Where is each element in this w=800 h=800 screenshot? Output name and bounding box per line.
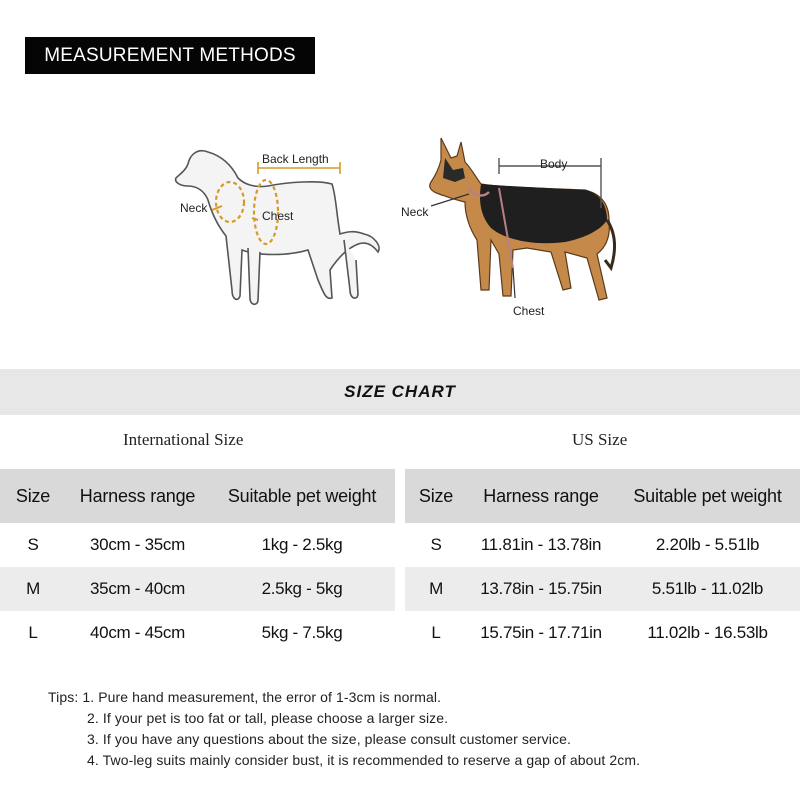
size-cell: M (0, 567, 66, 611)
harness-range-cell: 40cm - 45cm (90, 623, 185, 642)
table-header-row (405, 469, 800, 523)
measurement-methods-header: MEASUREMENT METHODS (25, 37, 315, 74)
tip-item: 1. Pure hand measurement, the error of 1-3cm is normal. (82, 689, 442, 705)
pet-weight-cell: 5kg - 7.5kg (261, 623, 343, 642)
table-row (0, 611, 395, 655)
size-cell: S (430, 535, 442, 554)
international-size-table (0, 469, 395, 655)
body-label: Body (540, 157, 568, 171)
shepherd-dog-illustration (395, 128, 645, 328)
pet-weight-cell: 2.5kg - 5kg (209, 567, 395, 611)
pet-weight-cell: 1kg - 2.5kg (261, 535, 343, 554)
harness-range-cell: 11.81in - 13.78in (480, 535, 602, 554)
chest-label-right: Chest (513, 304, 545, 318)
international-size-subtitle: International Size (123, 430, 244, 449)
neck-label-left: Neck (180, 201, 208, 215)
harness-range-cell: 30cm - 35cm (90, 535, 185, 554)
table-row (0, 523, 395, 567)
pet-weight-cell: 11.02lb - 16.53lb (647, 623, 768, 642)
harness-range-cell: 13.78in - 15.75in (467, 567, 615, 611)
harness-range-cell: 15.75in - 17.71in (480, 623, 602, 642)
table-row (405, 567, 800, 611)
size-cell: M (405, 567, 467, 611)
table-header-row (0, 469, 395, 523)
size-cell: S (27, 535, 39, 554)
tip-line (48, 729, 640, 750)
back-length-label: Back Length (262, 152, 329, 166)
tips-section (48, 687, 640, 771)
tip-item: 3. If you have any questions about the size, please consult customer service. (87, 731, 571, 747)
tips-prefix: Tips: (48, 689, 79, 705)
tip-item: 4. Two-leg suits mainly consider bust, it is recommended to reserve a gap of about 2cm. (87, 752, 641, 768)
size-chart-banner: SIZE CHART (0, 369, 800, 415)
pet-weight-cell: 5.51lb - 11.02lb (615, 567, 800, 611)
chest-label-left: Chest (262, 209, 294, 223)
column-header-size: Size (0, 469, 66, 523)
column-header-size: Size (405, 469, 467, 523)
tip-line (48, 708, 640, 729)
tip-line (48, 750, 640, 771)
column-header-harness-range: Harness range (467, 469, 615, 523)
table-row (405, 523, 800, 567)
outline-dog-illustration (168, 140, 390, 318)
us-size-table (405, 469, 800, 655)
size-cell: L (431, 623, 441, 642)
column-header-pet-weight: Suitable pet weight (209, 469, 395, 523)
size-cell: L (28, 623, 38, 642)
table-row (0, 567, 395, 611)
tip-item: 2. If your pet is too fat or tall, please choose a larger size. (87, 710, 449, 726)
table-row (405, 611, 800, 655)
us-size-subtitle: US Size (572, 430, 628, 449)
harness-range-cell: 35cm - 40cm (66, 567, 209, 611)
tip-line (48, 687, 640, 708)
neck-label-right: Neck (401, 205, 429, 219)
column-header-pet-weight: Suitable pet weight (615, 469, 800, 523)
column-header-harness-range: Harness range (66, 469, 209, 523)
pet-weight-cell: 2.20lb - 5.51lb (655, 535, 760, 554)
